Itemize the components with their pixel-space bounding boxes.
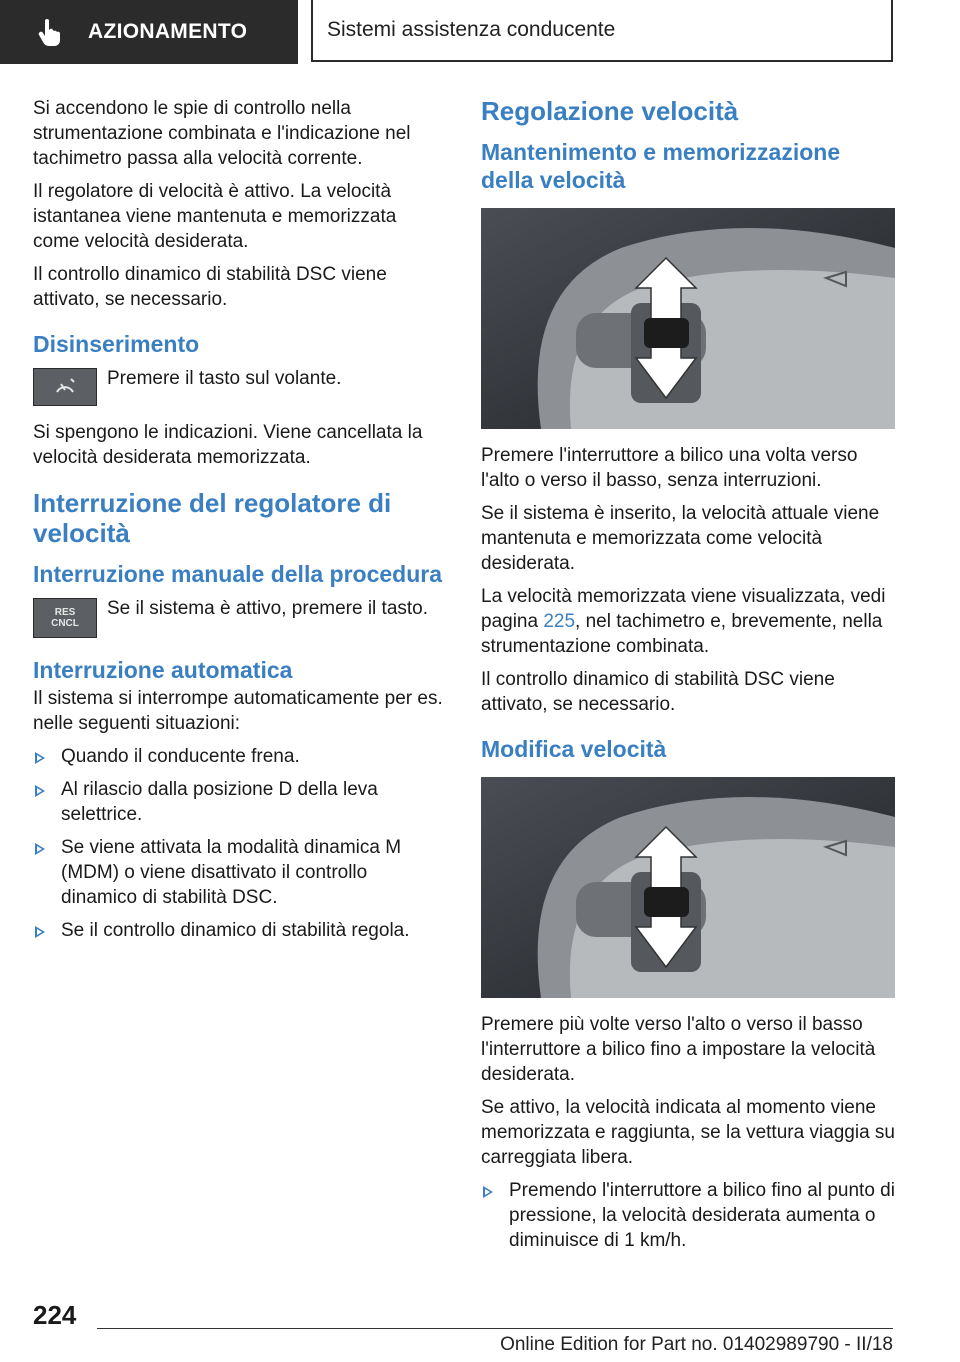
page-number: 224 [33, 1300, 77, 1330]
list-item: Se il controllo dinamico di stabilità regola. [33, 918, 443, 943]
interruzione-bullet-list [33, 744, 443, 943]
section-title: AZIONAMENTO [88, 20, 248, 43]
interruzione-automatica-text: Il sistema si interrompe automaticamente per es. nelle seguenti situazioni: [33, 688, 443, 734]
interruzione-automatica-heading: Interruzione automatica [33, 657, 293, 683]
mantenimento-paragraph-4: Il controllo dinamico di stabilità DSC viene attivato, se necessario. [481, 669, 835, 715]
mantenimento-heading: Mantenimento e memorizzazione della velocità [481, 139, 841, 193]
steering-wheel-rocker-photo-2 [481, 777, 895, 998]
interruzione-manuale-text: Se il sistema è attivo, premere il tasto. [107, 598, 429, 619]
chapter-title: Sistemi assistenza conducente [327, 18, 616, 41]
chapter-title-box [311, 0, 893, 62]
modifica-paragraph-1: Premere più volte verso l'alto o verso il basso l'interruttore a bilico fino a impostare la velocità desiderata. [481, 1014, 876, 1085]
regolazione-heading: Regolazione velocità [481, 96, 739, 126]
interruzione-heading: Interruzione del regolatore di velocità [33, 488, 392, 548]
disinserimento-key-text: Premere il tasto sul volante. [107, 368, 342, 389]
list-item: Quando il conducente frena. [33, 744, 443, 769]
res-cncl-key-row [33, 598, 443, 638]
steering-wheel-rocker-photo-1 [481, 208, 895, 429]
bullet-triangle-icon [35, 926, 45, 938]
section-tab [0, 0, 298, 64]
modifica-heading: Modifica velocità [481, 736, 667, 762]
disinserimento-key-row [33, 368, 443, 406]
left-column [33, 96, 443, 951]
list-item: Premendo l'interruttore a bilico fino al punto di pressione, la velocità desiderata aumenta o diminuisce di 1 km/h. [481, 1178, 895, 1253]
disinserimento-heading: Disinserimento [33, 331, 200, 357]
bullet-triangle-icon [35, 843, 45, 855]
edition-footer: Online Edition for Part no. 01402989790 - II/18 [500, 1334, 893, 1355]
right-column [481, 96, 895, 1261]
disinserimento-body: Si spengono le indicazioni. Viene cancellata la velocità desiderata memorizzata. [33, 422, 423, 468]
bullet-triangle-icon [483, 1186, 493, 1198]
intro-paragraph-2: Il regolatore di velocità è attivo. La velocità istantanea viene mantenuta e memorizzata come velocità desiderata. [33, 181, 397, 252]
bullet-triangle-icon [35, 752, 45, 764]
list-item: Al rilascio dalla posizione D della leva selettrice. [33, 777, 443, 827]
res-cncl-key-icon: RES CNCL [33, 598, 97, 638]
intro-paragraph-1: Si accendono le spie di controllo nella strumentazione combinata e l'indicazione nel tachimetro passa alla velocità corrente. [33, 98, 411, 169]
bullet-triangle-icon [35, 785, 45, 797]
mantenimento-paragraph-3: La velocità memorizzata viene visualizzata, vedi pagina 225, nel tachimetro e, brevemente, nella strumentazione combinata. [481, 586, 886, 657]
modifica-bullet-list [481, 1178, 895, 1253]
list-item: Se viene attivata la modalità dinamica M (MDM) o viene disattivato il controllo dinamico di stabilità DSC. [33, 835, 443, 910]
mantenimento-paragraph-1: Premere l'interruttore a bilico una volta verso l'alto o verso il basso, senza interruzioni. [481, 445, 858, 491]
mantenimento-paragraph-2: Se il sistema è inserito, la velocità attuale viene mantenuta e memorizzata come velocità desiderata. [481, 503, 880, 574]
interruzione-manuale-heading: Interruzione manuale della procedura [33, 561, 442, 587]
footer-divider [97, 1328, 893, 1329]
modifica-paragraph-2: Se attivo, la velocità indicata al momento viene memorizzata e raggiunta, se la vettura viaggia su carreggiata libera. [481, 1097, 895, 1168]
page-reference-link[interactable]: 225 [543, 611, 576, 632]
intro-paragraph-3: Il controllo dinamico di stabilità DSC viene attivato, se necessario. [33, 264, 387, 310]
hand-pointer-icon [38, 18, 78, 46]
cruise-control-off-key-icon [33, 368, 97, 406]
